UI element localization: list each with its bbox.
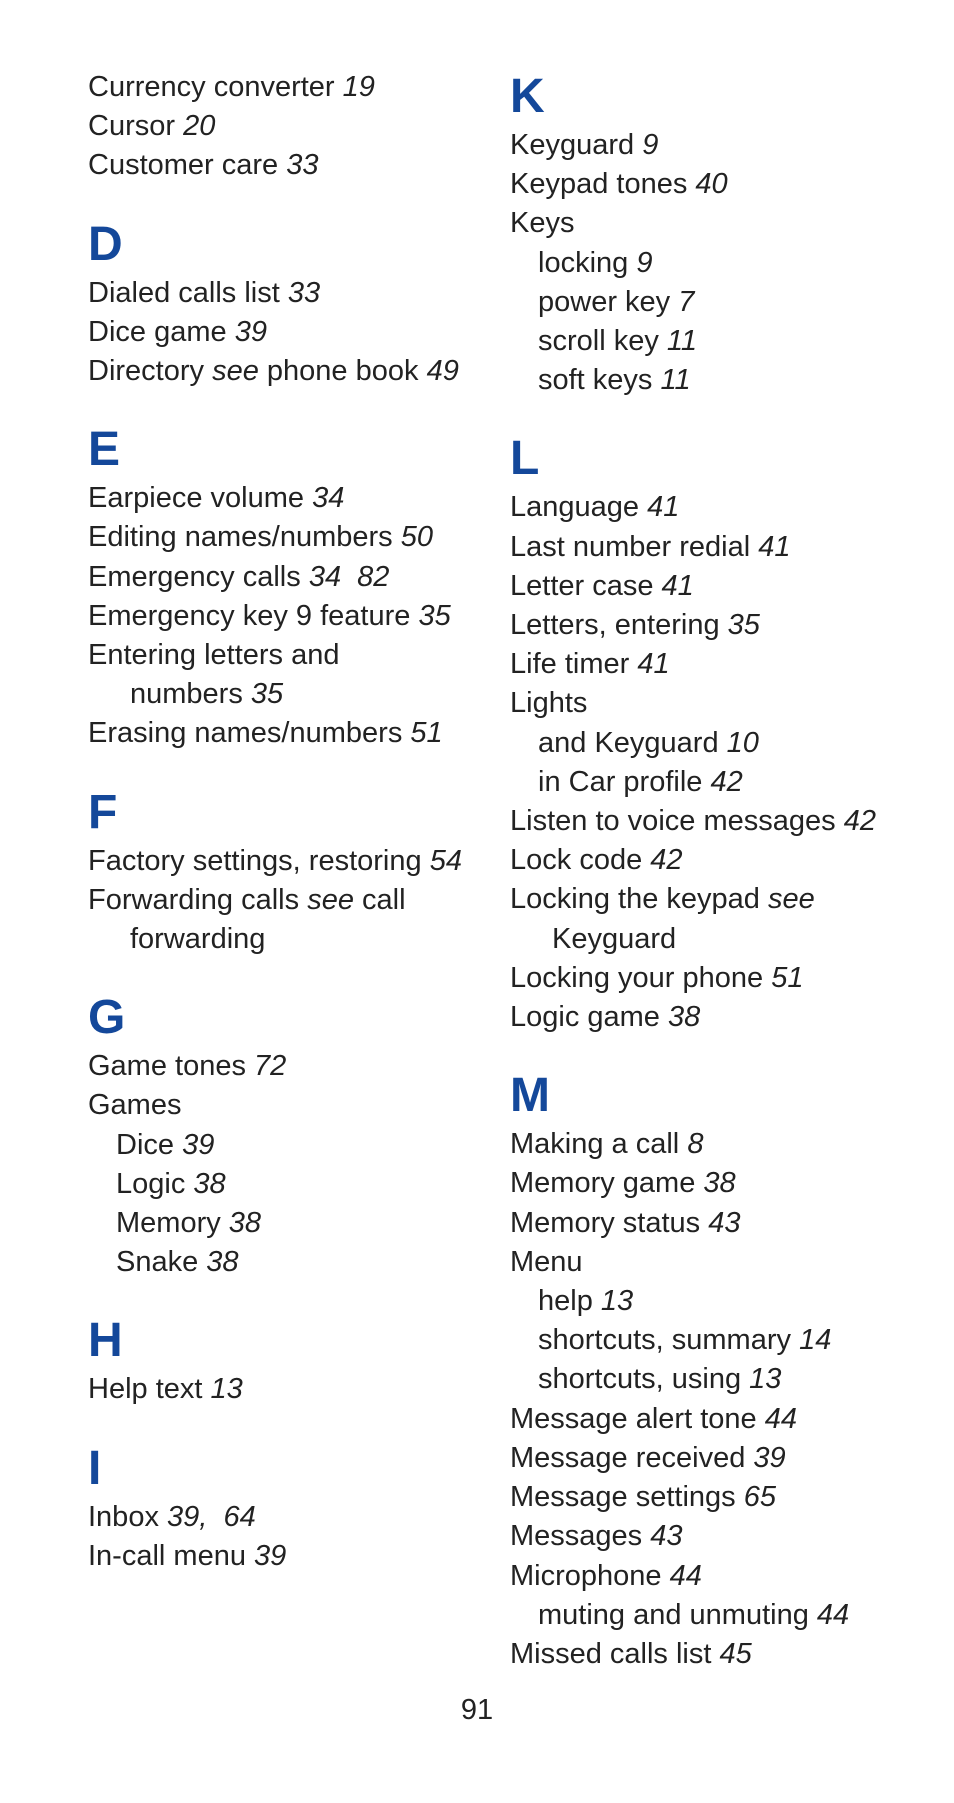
index-entry	[88, 597, 498, 636]
entry-page: 34 82	[308, 560, 390, 593]
entry-page: 11	[666, 325, 698, 358]
entry-page: 8	[687, 1128, 704, 1161]
entry-term: forwarding	[130, 923, 266, 956]
index-subentry	[88, 1126, 498, 1165]
entry-term: Keypad tones	[510, 168, 688, 201]
index-entry	[88, 1047, 498, 1086]
entry-term: Memory	[116, 1207, 221, 1240]
entry-term: Factory settings, restoring	[88, 844, 422, 877]
index-subentry	[510, 1596, 940, 1635]
index-entry	[510, 802, 940, 841]
index-entry	[510, 1439, 940, 1478]
entry-page: 19	[342, 71, 375, 103]
index-entry	[88, 68, 498, 107]
entry-term: scroll key	[538, 325, 659, 358]
entry-term: Dice	[116, 1128, 175, 1161]
entry-term: Making a call	[510, 1128, 680, 1161]
entry-term: locking	[538, 246, 629, 279]
entry-page: 51	[410, 717, 443, 750]
entry-page: 38	[668, 1001, 701, 1034]
entry-term: Letter case	[510, 569, 654, 602]
entry-term: Messages	[510, 1520, 643, 1553]
index-entry	[510, 1517, 940, 1556]
section-letter-d: D	[88, 217, 123, 271]
entry-term: power key	[538, 285, 671, 318]
index-entry	[510, 998, 940, 1037]
entry-term: Currency converter	[88, 71, 335, 103]
index-entry	[88, 1370, 498, 1409]
index-entry	[88, 479, 498, 518]
entry-page: 72	[254, 1050, 287, 1083]
see-reference: see	[307, 883, 354, 916]
entry-page: 34	[312, 482, 345, 515]
entry-term: Dialed calls list	[88, 276, 280, 309]
index-entry	[510, 684, 940, 723]
index-subentry	[88, 1204, 498, 1243]
entry-page: 54	[429, 844, 462, 877]
entry-term: Directory	[88, 355, 205, 388]
entry-term: Lights	[510, 687, 588, 720]
index-entry	[510, 841, 940, 880]
index-subentry	[510, 283, 940, 322]
entry-page: 50	[400, 521, 433, 554]
index-subentry	[88, 1243, 498, 1282]
entry-page: 9	[636, 246, 653, 279]
entry-page: 45	[719, 1637, 752, 1670]
entry-term: In-call menu	[88, 1539, 246, 1572]
entry-term: shortcuts, using	[538, 1363, 742, 1396]
entry-page: 41	[758, 530, 791, 563]
entry-page: 9	[642, 129, 659, 161]
entry-page: 41	[661, 569, 694, 602]
index-subentry	[510, 1360, 940, 1399]
section-letter-h: H	[88, 1314, 123, 1368]
entry-page: 39	[234, 315, 267, 348]
index-entry	[88, 714, 498, 753]
index-entry	[510, 959, 940, 998]
entry-term: Entering letters and	[88, 639, 340, 672]
index-entry	[88, 636, 498, 675]
entry-page: 49	[426, 355, 459, 388]
entry-page: 39, 64	[167, 1500, 256, 1533]
entry-page: 42	[843, 805, 876, 838]
entry-term: muting and unmuting	[538, 1598, 809, 1631]
entry-term: Letters, entering	[510, 609, 720, 642]
entry-term: Lock code	[510, 844, 643, 877]
index-entry	[88, 518, 498, 557]
see-reference: see	[212, 355, 259, 388]
entry-page: 38	[193, 1167, 226, 1200]
section-letter-k: K	[510, 70, 545, 123]
entry-term: Logic game	[510, 1001, 660, 1034]
entry-page: 43	[708, 1206, 741, 1239]
index-column-right	[510, 68, 940, 1674]
entry-term: Locking your phone	[510, 961, 764, 994]
index-entry	[88, 881, 498, 920]
index-entry	[510, 1557, 940, 1596]
index-entry	[88, 274, 498, 313]
entry-term: Cursor	[88, 110, 176, 143]
entry-page: 11	[660, 364, 691, 397]
index-entry	[510, 567, 940, 606]
section-letter-m: M	[510, 1069, 550, 1123]
entry-page: 41	[637, 648, 670, 681]
index-subentry	[88, 1165, 498, 1204]
entry-page: 13	[600, 1285, 634, 1318]
entry-page: 35	[418, 599, 451, 632]
index-subentry	[510, 322, 940, 361]
index-subentry	[510, 724, 940, 763]
entry-term: Snake	[116, 1246, 199, 1279]
entry-page: 35	[250, 678, 284, 711]
index-entry	[510, 528, 940, 567]
entry-term: and Keyguard	[538, 726, 719, 759]
index-subentry	[510, 1321, 940, 1360]
entry-term: Memory status	[510, 1206, 701, 1239]
index-entry	[510, 645, 940, 684]
entry-term: Listen to voice messages	[510, 805, 836, 838]
entry-page: 13	[749, 1363, 782, 1396]
index-entry-continuation	[88, 920, 498, 959]
entry-page: 10	[726, 726, 759, 759]
entry-term: Language	[510, 491, 640, 524]
entry-term: Emergency calls	[88, 560, 301, 593]
entry-page: 65	[743, 1481, 776, 1514]
entry-page: 42	[650, 844, 683, 877]
section-letter-e: E	[88, 423, 121, 477]
entry-term: Inbox	[88, 1500, 159, 1533]
index-entry	[88, 1498, 498, 1537]
section-letter-g: G	[88, 991, 126, 1045]
entry-page: 35	[727, 609, 760, 642]
entry-term: Game tones	[88, 1050, 246, 1083]
entry-page: 39	[182, 1128, 215, 1161]
entry-term: Message settings	[510, 1481, 736, 1514]
entry-page: 40	[695, 168, 728, 201]
entry-page: 13	[210, 1373, 243, 1406]
index-entry	[88, 1537, 498, 1576]
entry-term: Menu	[510, 1245, 583, 1278]
index-subentry	[510, 763, 940, 802]
entry-term: Earpiece volume	[88, 482, 304, 515]
index-entry	[510, 880, 940, 919]
entry-term: Forwarding calls	[88, 883, 300, 916]
entry-page: 38	[228, 1207, 262, 1240]
entry-term: Games	[88, 1089, 182, 1122]
index-entry	[88, 313, 498, 352]
page-number: 91	[460, 1694, 494, 1726]
entry-term: Dice game	[88, 315, 227, 348]
entry-page: 33	[287, 276, 321, 309]
index-entry	[510, 488, 940, 527]
entry-page: 39	[254, 1539, 287, 1572]
see-reference: see	[767, 883, 815, 916]
section-letter-l: L	[510, 432, 540, 486]
entry-page: 33	[286, 149, 319, 182]
section-letter-i: I	[88, 1441, 102, 1495]
entry-page: 41	[647, 491, 680, 524]
index-subentry	[510, 361, 940, 400]
entry-page: 44	[816, 1598, 850, 1631]
entry-term: Locking the keypad	[510, 883, 760, 916]
entry-term: phone book	[266, 355, 419, 388]
entry-term: Last number redial	[510, 530, 751, 563]
index-entry	[88, 352, 498, 391]
index-entry-continuation	[88, 675, 498, 714]
entry-page: 39	[753, 1441, 786, 1474]
entry-term: Memory game	[510, 1167, 696, 1200]
entry-term: Keyguard	[552, 922, 677, 955]
index-entry-continuation	[510, 920, 940, 959]
index-entry	[510, 1164, 940, 1203]
index-entry	[510, 1125, 940, 1164]
entry-term: Editing names/numbers	[88, 521, 393, 554]
entry-term: Erasing names/numbers	[88, 717, 403, 750]
entry-page: 7	[678, 285, 695, 318]
entry-term: Message received	[510, 1441, 746, 1474]
index-subentry	[510, 244, 940, 283]
entry-page: 38	[703, 1167, 736, 1200]
entry-term: Help text	[88, 1373, 203, 1406]
entry-page: 20	[183, 110, 216, 143]
entry-term: shortcuts, summary	[538, 1324, 791, 1357]
entry-term: Missed calls list	[510, 1637, 712, 1670]
index-entry	[88, 1086, 498, 1125]
entry-term: soft keys	[538, 364, 653, 397]
index-entry	[88, 107, 498, 146]
index-entry	[88, 558, 498, 597]
entry-term: help	[538, 1285, 593, 1318]
entry-page: 43	[650, 1520, 683, 1553]
entry-term: Keyguard	[510, 129, 635, 161]
index-entry	[510, 1243, 940, 1282]
entry-term: numbers	[130, 678, 243, 711]
index-column-left	[88, 68, 498, 1576]
entry-page: 38	[206, 1246, 239, 1279]
index-entry	[510, 1204, 940, 1243]
entry-term: Emergency key 9 feature	[88, 599, 411, 632]
index-entry	[510, 606, 940, 645]
entry-term: Message alert tone	[510, 1402, 757, 1435]
index-entry	[510, 1478, 940, 1517]
entry-term: Life timer	[510, 648, 630, 681]
index-subentry	[510, 1282, 940, 1321]
entry-page: 14	[799, 1324, 832, 1357]
index-entry	[510, 1635, 940, 1674]
entry-page: 44	[669, 1559, 702, 1592]
index-entry	[510, 165, 940, 204]
entry-page: 51	[771, 961, 804, 994]
index-entry	[510, 126, 940, 165]
index-entry	[510, 1400, 940, 1439]
index-entry	[88, 146, 498, 185]
entry-term: Keys	[510, 207, 575, 240]
index-entry	[510, 204, 940, 243]
entry-page: 44	[764, 1402, 797, 1435]
entry-term: call	[362, 883, 406, 916]
entry-term: Customer care	[88, 149, 279, 182]
entry-page: 42	[710, 765, 743, 798]
section-letter-f: F	[88, 785, 118, 839]
index-entry	[88, 842, 498, 881]
entry-term: in Car profile	[538, 765, 703, 798]
entry-term: Microphone	[510, 1559, 662, 1592]
entry-term: Logic	[116, 1167, 186, 1200]
